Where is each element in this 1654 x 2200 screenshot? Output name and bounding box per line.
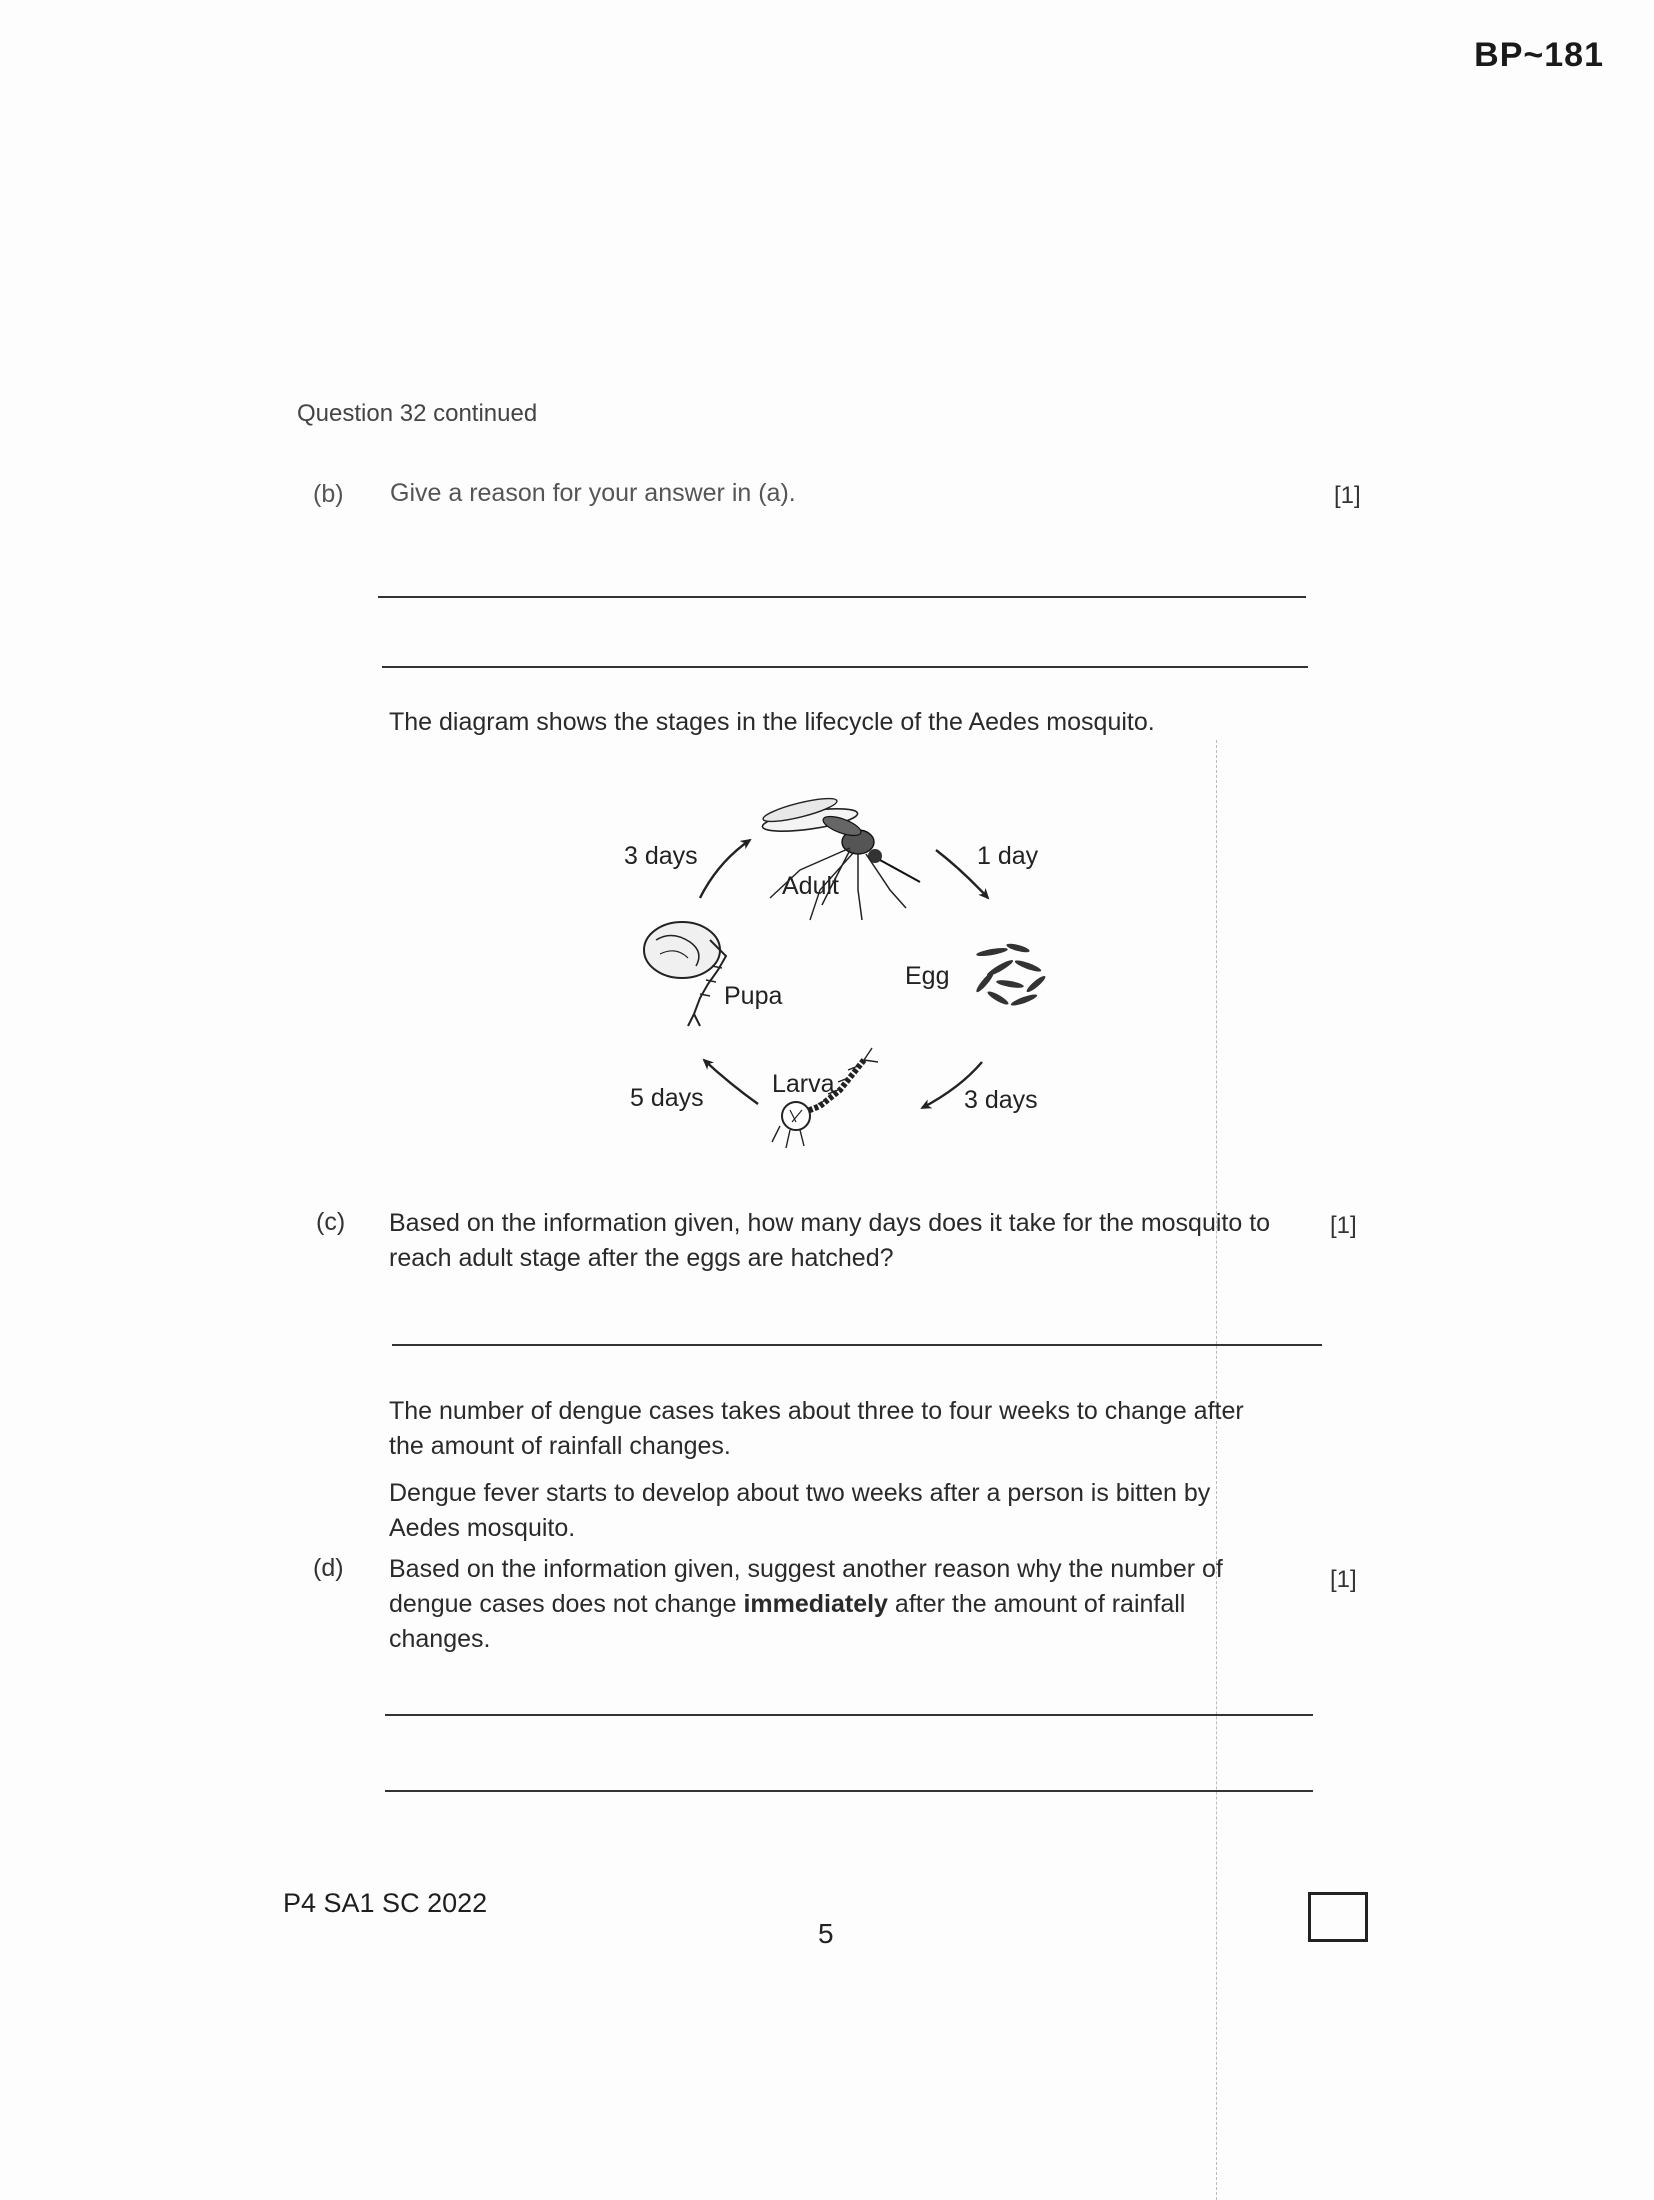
part-d-emphasis-immediately: immediately: [743, 1590, 888, 1618]
part-d-answer-line-2[interactable]: [385, 1790, 1313, 1792]
info-paragraph-2: [389, 1476, 1210, 1546]
info-paragraph-2-line-1: Dengue fever starts to develop about two weeks after a person is bitten by: [389, 1479, 1211, 1507]
stage-label-larva: Larva: [772, 1070, 835, 1098]
pupa-illustration: [644, 922, 726, 1026]
adult-mosquito-illustration: [761, 794, 920, 920]
part-c-question-line-1: Based on the information given, how many days does it take for the mosquito to: [389, 1209, 1271, 1237]
duration-pupa-to-adult: 3 days: [624, 842, 698, 870]
info-paragraph-1-line-2: the amount of rainfall changes.: [389, 1432, 731, 1460]
lifecycle-svg: [600, 770, 1100, 1180]
stage-label-pupa: Pupa: [724, 982, 783, 1010]
part-b-answer-line-2[interactable]: [382, 666, 1308, 668]
stage-label-adult: Adult: [782, 872, 839, 900]
marks-score-box[interactable]: [1308, 1892, 1368, 1942]
part-b-question: Give a reason for your answer in (a).: [390, 479, 796, 507]
duration-larva-to-pupa: 5 days: [630, 1084, 704, 1112]
part-d-question-line-1: Based on the information given, suggest another reason why the number of: [389, 1555, 1223, 1583]
info-paragraph-2-line-2: Aedes mosquito.: [389, 1514, 576, 1542]
part-c-answer-line[interactable]: [392, 1344, 1322, 1346]
diagram-intro-text: The diagram shows the stages in the lifecycle of the Aedes mosquito.: [389, 708, 1155, 736]
part-d-question-line-2: [389, 1587, 1223, 1622]
arrow-pupa-to-adult: [700, 840, 750, 898]
part-b-label: (b): [313, 480, 344, 508]
stage-label-egg: Egg: [905, 962, 950, 990]
part-d-answer-line-1[interactable]: [385, 1714, 1313, 1716]
part-b-answer-line-1[interactable]: [378, 596, 1306, 598]
info-paragraph-1: [389, 1394, 1244, 1464]
part-c-question: [389, 1206, 1270, 1276]
duration-adult-to-egg: 1 day: [977, 842, 1039, 870]
paper-reference-code: BP~181: [1474, 36, 1604, 74]
part-c-question-line-2: reach adult stage after the eggs are hatched?: [389, 1244, 894, 1272]
part-d-line-2-end: after the amount of rainfall: [887, 1590, 1186, 1618]
part-d-marks: [1]: [1330, 1566, 1357, 1593]
larva-illustration: [772, 1048, 878, 1148]
part-d-question-line-3: changes.: [389, 1625, 491, 1653]
info-paragraph-1-line-1: The number of dengue cases takes about three to four weeks to change after: [389, 1397, 1244, 1425]
mosquito-lifecycle-diagram: [600, 770, 1100, 1180]
part-b-marks: [1]: [1334, 482, 1361, 509]
part-c-label: (c): [316, 1208, 346, 1236]
duration-egg-to-larva: 3 days: [964, 1086, 1038, 1114]
arrow-larva-to-pupa: [704, 1060, 758, 1104]
page-number: 5: [818, 1918, 834, 1949]
part-d-label: (d): [313, 1554, 344, 1582]
part-d-line-2-start: dengue cases does not change: [389, 1590, 744, 1618]
paper-code-footer: P4 SA1 SC 2022: [283, 1888, 488, 1918]
part-c-marks: [1]: [1330, 1212, 1357, 1239]
question-continued-label: Question 32 continued: [297, 400, 538, 427]
egg-cluster-illustration: [974, 942, 1047, 1008]
scan-artifact-line: [1216, 740, 1217, 2200]
part-d-question: [389, 1552, 1223, 1657]
